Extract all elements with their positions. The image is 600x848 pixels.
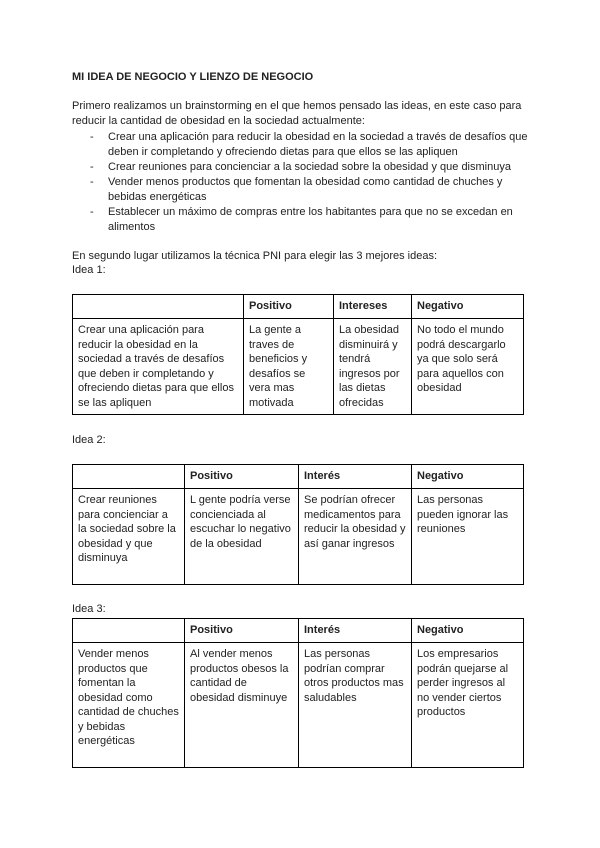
pni-table-idea-2 [72,464,524,585]
table-header [73,295,244,319]
table-header: Interés [299,465,412,489]
table-cell: Los empresarios podrán quejarse al perder ingresos al no vender ciertos productos [412,643,524,768]
table-cell: La gente a traves de beneficios y desafíos se vera mas motivada [244,319,334,415]
table-cell: Al vender menos productos obesos la cantidad de obesidad disminuye [185,643,299,768]
table-header-row [73,465,524,489]
table-row [73,319,524,415]
list-item: - Establecer un máximo de compras entre los habitantes para que no se excedan en alimentos [90,206,513,233]
table-header-row [73,619,524,643]
table-cell: Se podrían ofrecer medicamentos para reducir la obesidad y así ganar ingresos [299,489,412,585]
table-header: Intereses [334,295,412,319]
idea-3-label: Idea 3: [72,603,106,615]
table-header: Negativo [412,619,524,643]
list-item: - Crear una aplicación para reducir la obesidad en la sociedad a través de desafíos que deben ir completando y ofreciendo dietas para que ellos se las apliquen [90,131,528,158]
ideas-list [72,130,532,235]
table-cell: Las personas podrían comprar otros productos mas saludables [299,643,412,768]
table-header [73,619,185,643]
table-row [73,643,524,768]
list-item: - Crear reuniones para concienciar a la sociedad sobre la obesidad y que disminuya [90,161,511,173]
document-title: MI IDEA DE NEGOCIO Y LIENZO DE NEGOCIO [72,71,314,83]
table-cell: Las personas pueden ignorar las reuniones [412,489,524,585]
table-header-row [73,295,524,319]
table-header [73,465,185,489]
table-cell: No todo el mundo podrá descargarlo ya que solo será para aquellos con obesidad [412,319,524,415]
table-header: Positivo [185,619,299,643]
table-header: Positivo [185,465,299,489]
table-cell: La obesidad disminuirá y tendrá ingresos por las dietas ofrecidas [334,319,412,415]
table-cell: Vender menos productos que fomentan la obesidad como cantidad de chuches y bebidas energéticas [73,643,185,768]
table-cell: L gente podría verse concienciada al escuchar lo negativo de la obesidad [185,489,299,585]
table-header: Interés [299,619,412,643]
list-item: - Vender menos productos que fomentan la obesidad como cantidad de chuches y bebidas energéticas [90,176,503,203]
table-cell: Crear una aplicación para reducir la obesidad en la sociedad a través de desafíos que deben ir completando y ofreciendo dietas para que ellos se las apliquen [73,319,244,415]
pni-table-idea-1 [72,294,524,415]
pni-intro: En segundo lugar utilizamos la técnica PNI para elegir las 3 mejores ideas: [72,250,438,262]
table-header: Negativo [412,295,524,319]
idea-2-label: Idea 2: [72,434,106,446]
table-row [73,489,524,585]
table-header: Negativo [412,465,524,489]
table-cell: Crear reuniones para concienciar a la sociedad sobre la obesidad y que disminuya [73,489,185,585]
pni-table-idea-3 [72,618,524,768]
idea-1-label: Idea 1: [72,264,106,276]
intro-paragraph: Primero realizamos un brainstorming en el que hemos pensado las ideas, en este caso para reducir la cantidad de obesidad en la sociedad actualmente: [72,100,522,127]
table-header: Positivo [244,295,334,319]
